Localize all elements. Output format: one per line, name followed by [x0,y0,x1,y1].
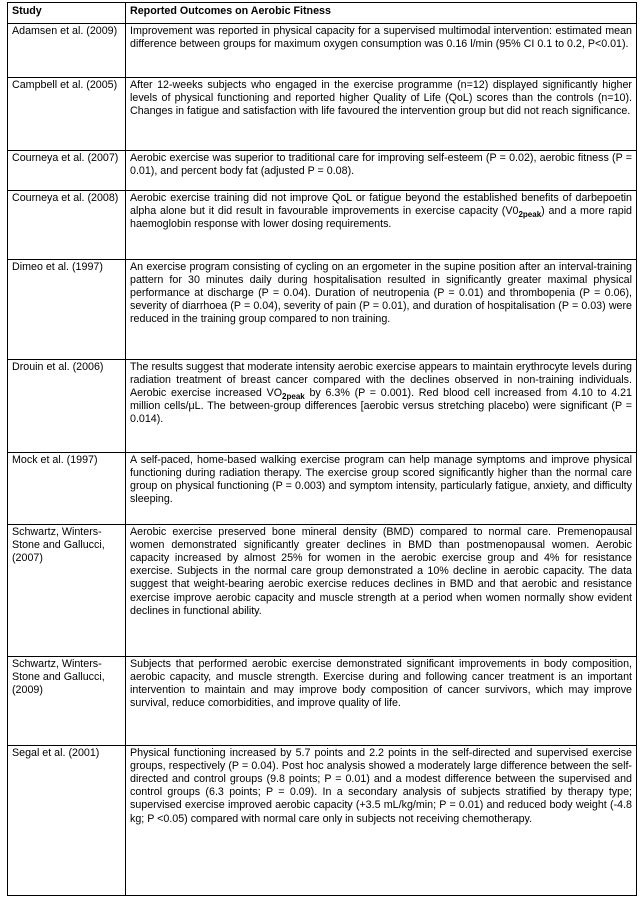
table-row [8,260,637,360]
outcome-cell: An exercise program consisting of cycling on an ergometer in the supine position after an interval-training pattern for 30 minutes daily during hospitalisation resulted in significantly greater maximal physical performance at discharge (P = 0.04). Duration of neutropenia (P = 0.01) and thrombopenia (P = 0.06), severity of diarrhoea (P = 0.04), severity of pain (P = 0.01), and duration of hospitalisation (P = 0.03) were reduced in the training group compared to non training. [126,260,637,360]
table-row [8,24,637,78]
study-cell: Dimeo et al. (1997) [8,260,126,360]
table-row [8,151,637,191]
study-cell: Courneya et al. (2008) [8,191,126,260]
outcome-cell: Aerobic exercise preserved bone mineral density (BMD) compared to normal care. Premenopausal women demonstrated significantly greater declines in BMD than postmenopausal women. Aerobic capacity increased by almost 25% for women in the aerobic exercise group and 4% for resistance exercise. Subjects in the normal care group demonstrated a 10% decline in aerobic capacity. The data suggest that weight-bearing aerobic exercise reduces declines in BMD and that aerobic and resistance exercise improve aerobic capacity and muscle strength at a period when women normally show evident declines in functional ability. [126,525,637,657]
study-cell: Schwartz, Winters-Stone and Gallucci, (2007) [8,525,126,657]
outcome-cell: Aerobic exercise was superior to traditional care for improving self-esteem (P = 0.02), aerobic fitness (P = 0.01), and percent body fat (adjusted P = 0.08). [126,151,637,191]
study-cell: Campbell et al. (2005) [8,78,126,151]
table-row [8,453,637,525]
table-row [8,191,637,260]
table-row [8,746,637,896]
table-row [8,657,637,746]
table-row [8,360,637,453]
outcome-text: Aerobic exercise training did not improve QoL or fatigue beyond the established benefits of darbepoetin alpha alone but it did result in favourable improvements in exercise capacity (V0 [130,192,632,218]
outcome-cell: Subjects that performed aerobic exercise demonstrated significant improvements in body composition, aerobic capacity, and muscle strength. Exercise during and following cancer treatment is an important intervention to maintain and may improve body composition of cancer survivors, which may improve survival, reduce comorbidities, and improve quality of life. [126,657,637,746]
study-cell: Schwartz, Winters-Stone and Gallucci, (2009) [8,657,126,746]
outcome-text: The results suggest that moderate intensity aerobic exercise appears to maintain erythrocyte levels during radiation treatment of breast cancer compared with the declines observed in non-training individuals. Aerobic exercise increased VO [130,361,632,400]
study-cell: Mock et al. (1997) [8,453,126,525]
table-row [8,525,637,657]
outcome-cell [126,191,637,260]
subscript: 2peak [518,210,542,220]
outcomes-table [7,2,637,896]
study-cell: Drouin et al. (2006) [8,360,126,453]
outcome-cell: After 12-weeks subjects who engaged in the exercise programme (n=12) displayed significantly higher levels of physical functioning and reported higher Quality of Life (QoL) scores than the controls (n=10). Changes in fatigue and satisfaction with life favoured the intervention group but did not reach significance. [126,78,637,151]
header-outcomes: Reported Outcomes on Aerobic Fitness [126,3,637,24]
study-cell: Adamsen et al. (2009) [8,24,126,78]
outcome-text: ) and a more rapid haemoglobin response with lower dosing requirements. [130,205,633,231]
outcome-cell: A self-paced, home-based walking exercise program can help manage symptoms and improve physical functioning during radiation therapy. The exercise group scored significantly higher than the normal care group on physical functioning (P = 0.003) and symptom intensity, particularly fatigue, anxiety, and difficulty sleeping. [126,453,637,525]
header-row [8,3,637,24]
outcome-cell [126,360,637,453]
study-cell: Segal et al. (2001) [8,746,126,896]
study-cell: Courneya et al. (2007) [8,151,126,191]
subscript: 2peak [282,392,305,402]
outcome-text: by 6.3% (P = 0.001). Red blood cell increased from 4.10 to 4.21 million cells/μL. The between-group differences [aerobic versus stretching placebo) were significant (P = 0.014). [130,387,632,426]
table-row [8,78,637,151]
header-study: Study [8,3,126,24]
outcome-cell: Improvement was reported in physical capacity for a supervised multimodal intervention: estimated mean difference between groups for maximum oxygen consumption was 0.16 l/min (95% CI 0.1 to 0.2, P<0.01). [126,24,637,78]
outcome-cell: Physical functioning increased by 5.7 points and 2.2 points in the self-directed and supervised exercise groups, respectively (P = 0.04). Post hoc analysis showed a moderately large difference between the self-directed and control groups (9.8 points; P = 0.01) and a modest difference between the supervised and control groups (6.3 points; P = 0.09). In a secondary analysis of subjects stratified by therapy type; supervised exercise improved aerobic capacity (+3.5 mL/kg/min; P = 0.01) and reduced body weight (-4.8 kg; P <0.05) compared with normal care only in subjects not receiving chemotherapy. [126,746,637,896]
